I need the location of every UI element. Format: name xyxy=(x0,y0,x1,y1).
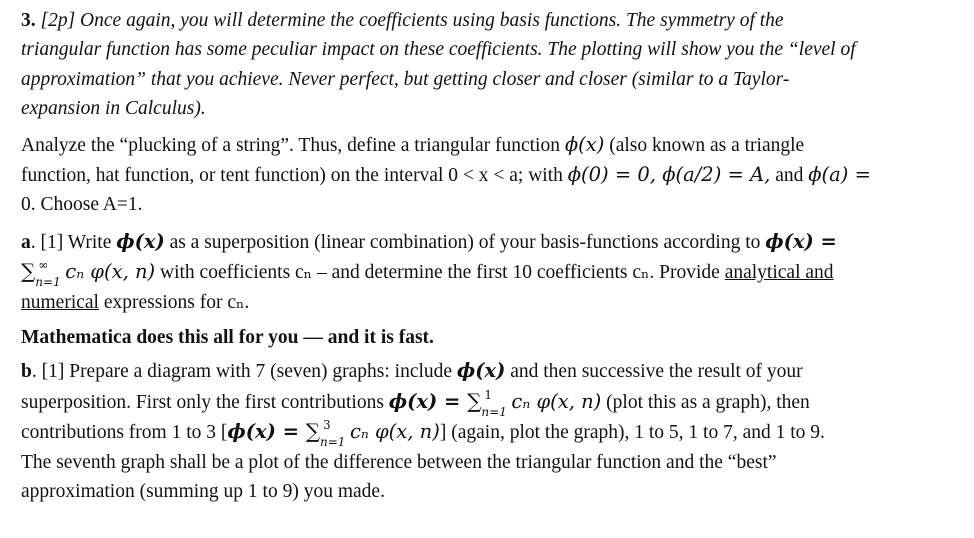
underlined-numerical: numerical xyxy=(21,291,99,313)
problem-document xyxy=(21,6,961,507)
sum-symbol: ∑ xyxy=(467,388,482,413)
sum-lower-limit: n=1 xyxy=(320,435,346,450)
part-a-line-1 xyxy=(21,227,961,257)
series-term-math: cₙ φ(x, n) xyxy=(511,389,602,413)
part-b-line-5: approximation (summing up 1 to 9) you made. xyxy=(21,481,385,503)
phi-of-x-equals-math: ϕ(x) = xyxy=(388,389,468,413)
sum-limits xyxy=(320,418,350,450)
part-b-line-2 xyxy=(21,387,961,417)
series-term-math: cₙ φ(x, n) xyxy=(65,260,156,284)
sum-upper-limit: 1 xyxy=(484,387,493,402)
boundary-conditions-math: ϕ(0) = 0, ϕ(a/2) = A, xyxy=(567,163,771,187)
part-b-text-2a: superposition. First only the first contributions xyxy=(21,391,389,413)
phi-of-x-math: ϕ(x) xyxy=(456,359,506,383)
sum-upper-limit: 3 xyxy=(323,418,331,433)
part-a-paragraph xyxy=(21,227,961,317)
analyze-line-2 xyxy=(21,160,961,190)
analyze-text-1b: (also known as a triangle xyxy=(604,134,805,156)
mathematica-note: Mathematica does this all for you — and it is fast. xyxy=(21,327,434,349)
sum-lower-limit: n=1 xyxy=(35,275,61,290)
part-a-text-1b: as a superposition (linear combination) of your basis-functions according to xyxy=(164,231,766,253)
problem-number: 3. xyxy=(21,10,36,31)
intro-line-3: approximation” that you achieve. Never perfect, but getting closer and closer (similar to a Taylor- xyxy=(21,68,790,90)
analyze-text-2a: function, hat function, or tent function) on the interval 0 < x < a; with xyxy=(21,165,568,187)
part-b-text-2b: (plot this as a graph), then xyxy=(601,391,810,413)
part-b-label: b xyxy=(21,361,32,383)
intro-line-2: triangular function has some peculiar impact on these coefficients. The plotting will show you the “level of xyxy=(21,39,856,61)
analyze-paragraph xyxy=(21,130,961,220)
part-b-text-1b: and then successive the result of your xyxy=(505,361,803,383)
sum-limits xyxy=(481,387,511,419)
part-b-text-3a: contributions from 1 to 3 [ xyxy=(21,422,228,444)
part-b-text-1a: . [1] Prepare a diagram with 7 (seven) graphs: include xyxy=(31,361,457,383)
underlined-analytical: analytical and xyxy=(724,262,834,284)
analyze-line-1 xyxy=(21,130,961,160)
intro-line-1-rendered: [2p] Once again, you will determine the coefficients using basis functions. The symmetry of the xyxy=(35,10,784,31)
part-b-paragraph xyxy=(21,356,961,506)
sum-symbol: ∑ xyxy=(305,419,320,444)
part-a-text-1a: . [1] Write xyxy=(30,231,117,253)
series-term-math: cₙ φ(x, n) xyxy=(350,420,440,444)
phi-of-x-math: ϕ(x) xyxy=(116,229,165,253)
sum-lower-limit: n=1 xyxy=(481,404,507,419)
analyze-line-3: 0. Choose A=1. xyxy=(21,194,143,216)
sum-limits xyxy=(35,258,65,290)
part-b-line-4: The seventh graph shall be a plot of the difference between the triangular function and the “best” xyxy=(21,451,777,473)
part-a-label: a xyxy=(21,231,31,253)
phi-of-a-math: ϕ(a) = xyxy=(808,163,871,187)
part-b-text-3b: ] (again, plot the graph), 1 to 5, 1 to 7, and 1 to 9. xyxy=(439,422,825,444)
part-a-line-2 xyxy=(21,257,961,290)
sum-upper-limit: ∞ xyxy=(38,258,49,273)
part-a-line-3 xyxy=(21,288,961,317)
intro-line-1 xyxy=(21,6,961,35)
analyze-text-1a: Analyze the “plucking of a string”. Thus, define a triangular function xyxy=(21,134,565,156)
analyze-text-2b: and xyxy=(770,165,809,187)
phi-of-x-math: ϕ(x) xyxy=(564,132,605,156)
part-a-text-2b: with coefficients cₙ – and determine the first 10 coefficients cₙ. Provide xyxy=(155,262,725,284)
phi-of-x-equals-math: ϕ(x) = xyxy=(227,420,306,444)
phi-of-x-equals-math: ϕ(x) = xyxy=(765,229,837,253)
part-a-text-3b: expressions for cₙ. xyxy=(98,291,250,313)
sum-symbol: ∑ xyxy=(21,259,36,284)
intro-line-4: expansion in Calculus). xyxy=(21,98,206,120)
intro-paragraph xyxy=(21,6,961,124)
